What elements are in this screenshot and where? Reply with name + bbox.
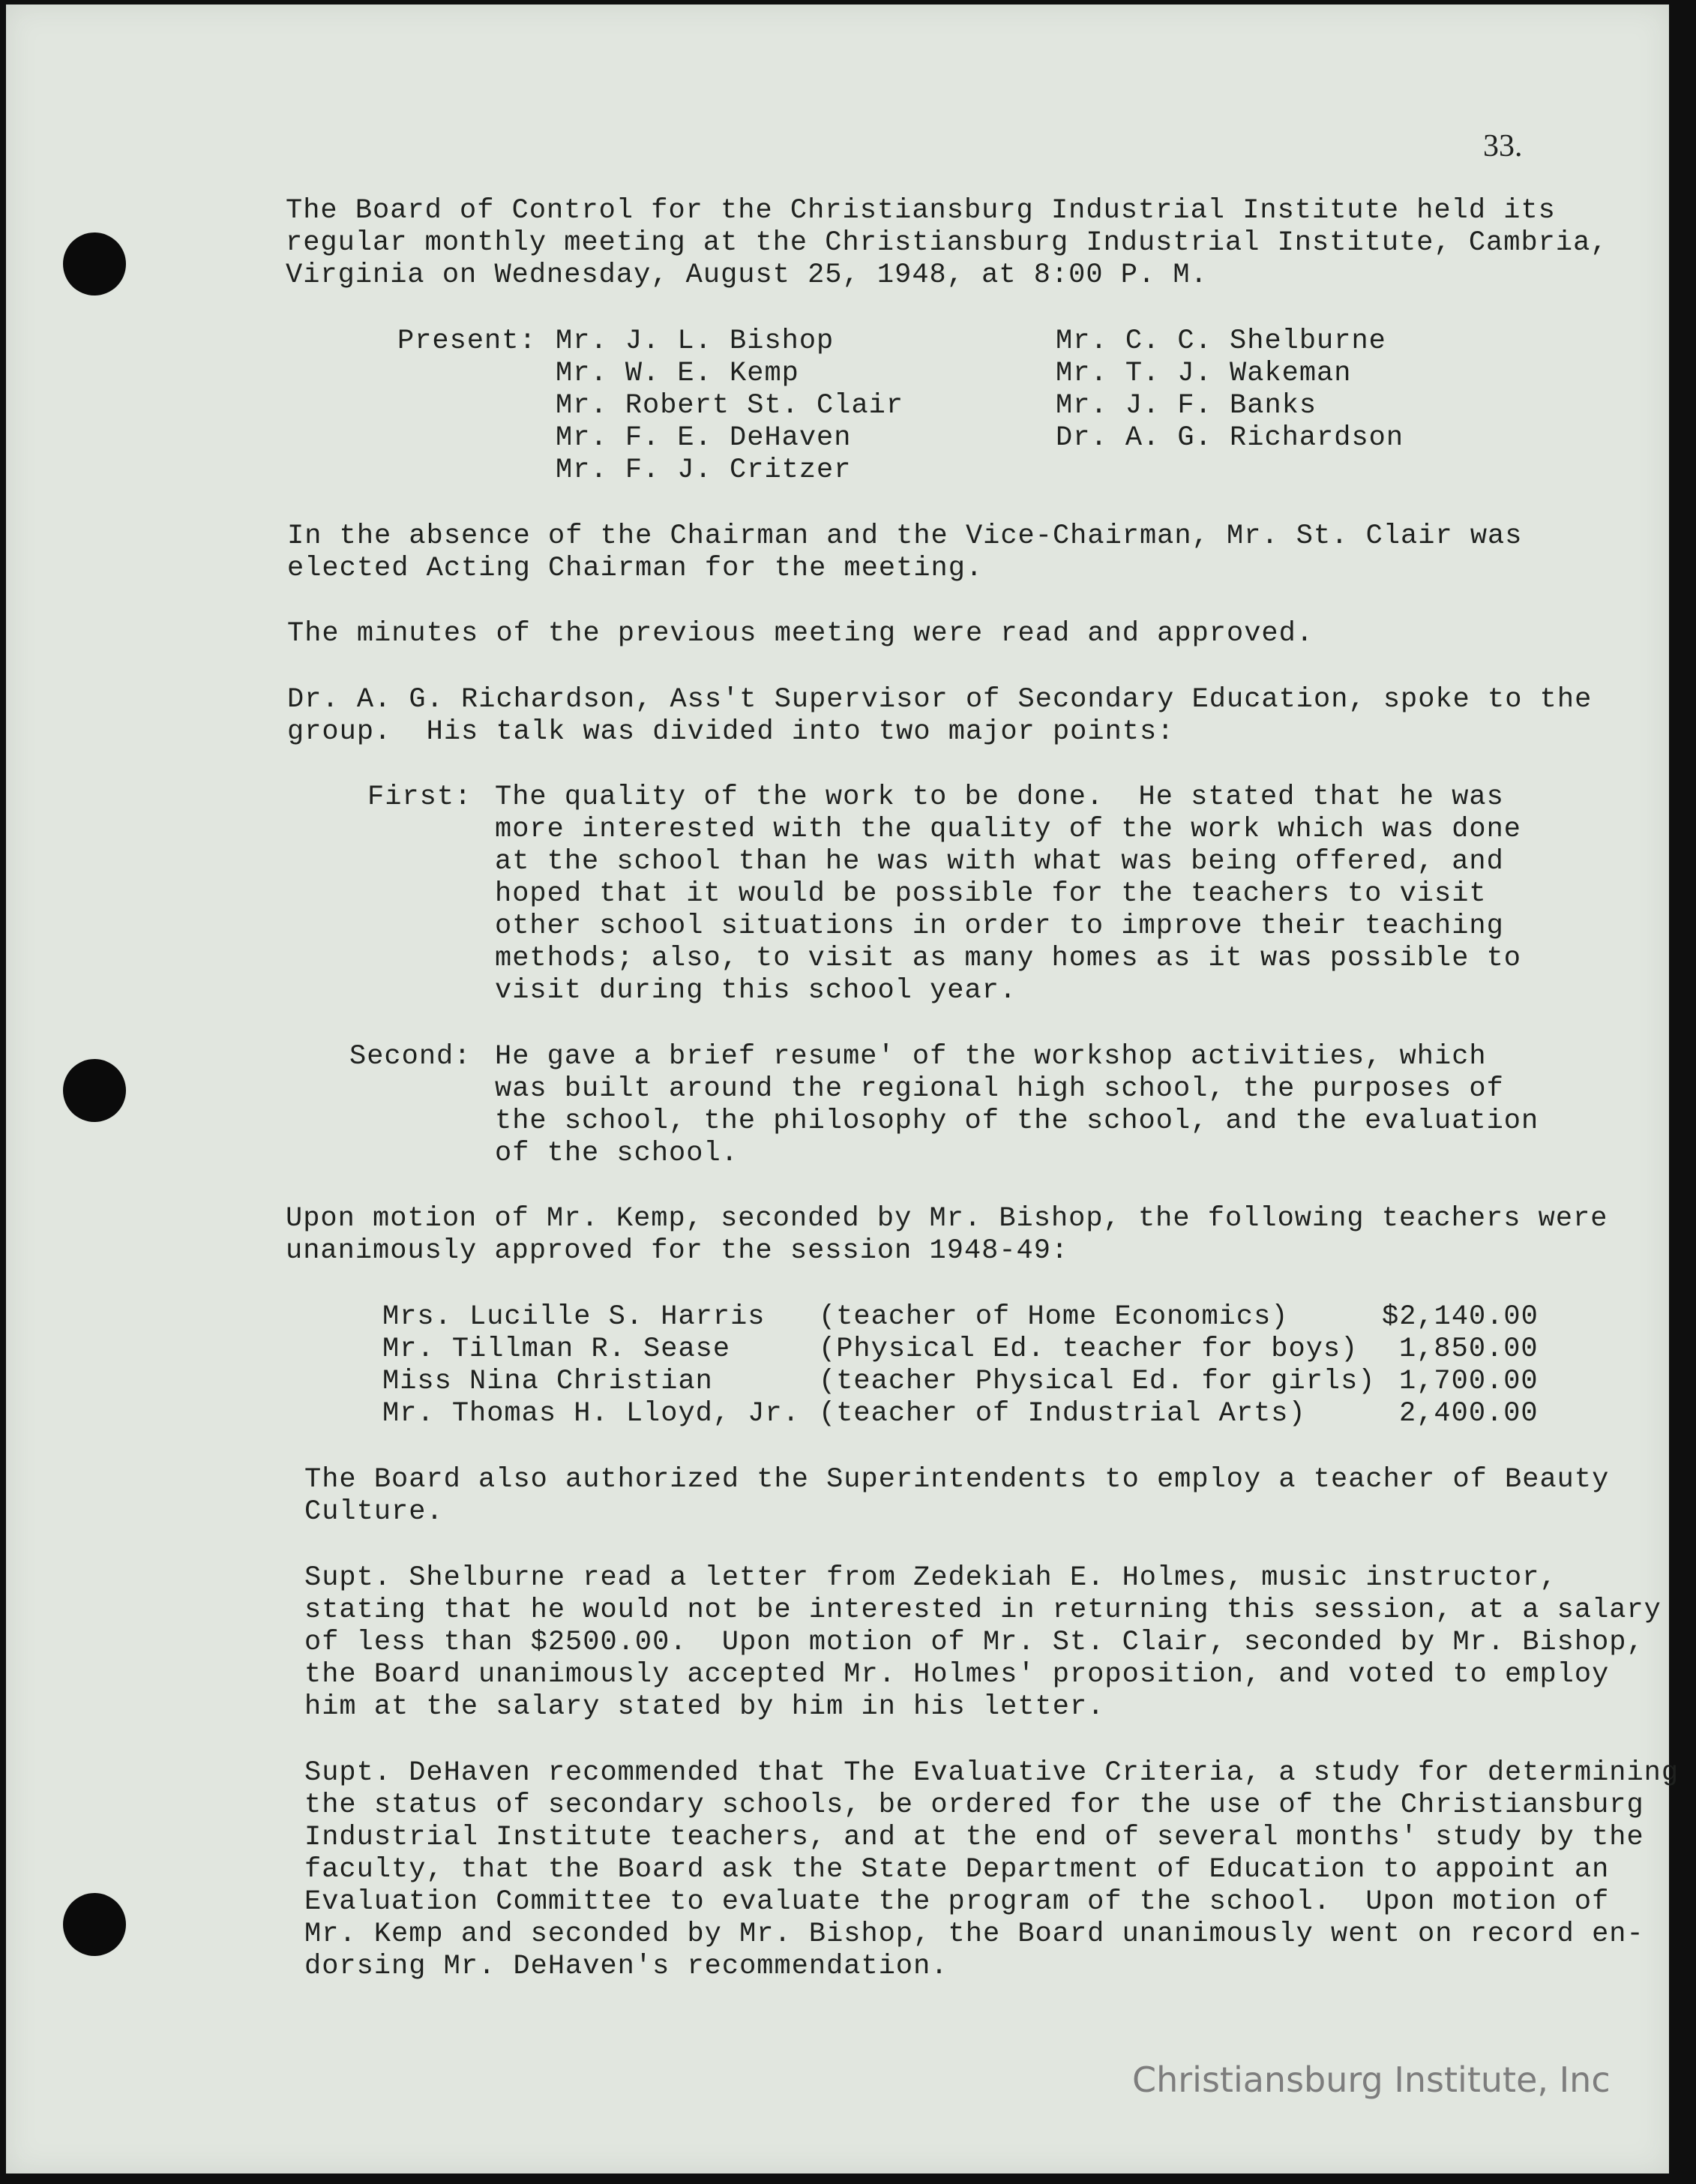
text-line: stating that he would not be interested in returning this session, at a salary bbox=[304, 1594, 1662, 1626]
text-line: Upon motion of Mr. Kemp, seconded by Mr. Bishop, the following teachers were bbox=[286, 1203, 1608, 1234]
teacher-name: Mr. Tillman R. Sease bbox=[382, 1334, 731, 1365]
text-line: faculty, that the Board ask the State Department of Education to appoint an bbox=[304, 1854, 1610, 1886]
minutes-paragraph: The minutes of the previous meeting were read and approved. bbox=[287, 618, 1314, 650]
text-line: He gave a brief resume' of the workshop activities, which bbox=[495, 1041, 1487, 1072]
text-line: the status of secondary schools, be ordered for the use of the Christiansburg bbox=[304, 1790, 1644, 1821]
punch-hole-middle bbox=[63, 1059, 126, 1122]
text-line: methods; also, to visit as many homes as it was possible to bbox=[495, 943, 1522, 974]
teacher-salary: $2,140.00 bbox=[1382, 1301, 1539, 1333]
teacher-name: Mrs. Lucille S. Harris bbox=[382, 1301, 766, 1333]
text-line: dorsing Mr. DeHaven's recommendation. bbox=[304, 1951, 948, 1982]
present-member: Mr. T. J. Wakeman bbox=[1056, 358, 1352, 389]
teacher-role: (teacher of Industrial Arts) bbox=[819, 1398, 1306, 1430]
present-member: Mr. C. C. Shelburne bbox=[1056, 326, 1386, 357]
text-line: Supt. DeHaven recommended that The Evaluative Criteria, a study for determining bbox=[304, 1757, 1680, 1789]
present-member: Mr. F. E. DeHaven bbox=[556, 422, 852, 454]
text-line: elected Acting Chairman for the meeting. bbox=[287, 553, 984, 584]
point-label: First: bbox=[367, 782, 472, 813]
text-line: Supt. Shelburne read a letter from Zedekiah E. Holmes, music instructor, bbox=[304, 1562, 1557, 1594]
text-line: the Board unanimously accepted Mr. Holmes' proposition, and voted to employ bbox=[304, 1659, 1610, 1690]
present-member: Mr. Robert St. Clair bbox=[556, 390, 904, 422]
punch-hole-bottom bbox=[63, 1893, 126, 1956]
text-line: Mr. Kemp and seconded by Mr. Bishop, the Board unanimously went on record en- bbox=[304, 1918, 1644, 1950]
text-line: Evaluation Committee to evaluate the program of the school. Upon motion of bbox=[304, 1886, 1610, 1918]
text-line: more interested with the quality of the work which was done bbox=[495, 814, 1522, 845]
present-label: Present: bbox=[397, 326, 537, 357]
text-line: visit during this school year. bbox=[495, 975, 1017, 1006]
text-line: hoped that it would be possible for the teachers to visit bbox=[495, 878, 1487, 910]
document-page bbox=[6, 4, 1680, 2174]
text-line: Culture. bbox=[304, 1496, 444, 1528]
teacher-salary: 2,400.00 bbox=[1399, 1398, 1539, 1430]
present-member: Mr. W. E. Kemp bbox=[556, 358, 799, 389]
teacher-salary: 1,850.00 bbox=[1399, 1334, 1539, 1365]
present-member: Mr. J. L. Bishop bbox=[556, 326, 835, 357]
text-line: regular monthly meeting at the Christiansburg Industrial Institute, Cambria, bbox=[286, 227, 1608, 259]
teacher-role: (Physical Ed. teacher for boys) bbox=[819, 1334, 1359, 1365]
page-number: 33. bbox=[1483, 129, 1523, 164]
text-line: the school, the philosophy of the school, and the evaluation bbox=[495, 1106, 1539, 1137]
text-line: was built around the regional high school, the purposes of bbox=[495, 1073, 1504, 1105]
text-line: Industrial Institute teachers, and at the end of several months' study by the bbox=[304, 1822, 1644, 1853]
punch-hole-top bbox=[63, 232, 126, 296]
teacher-name: Miss Nina Christian bbox=[382, 1366, 713, 1397]
text-line: Dr. A. G. Richardson, Ass't Supervisor of Secondary Education, spoke to the bbox=[287, 684, 1593, 716]
teacher-role: (teacher Physical Ed. for girls) bbox=[819, 1366, 1376, 1397]
text-line: at the school than he was with what was being offered, and bbox=[495, 846, 1504, 878]
text-line: The quality of the work to be done. He stated that he was bbox=[495, 782, 1504, 813]
watermark: Christiansburg Institute, Inc bbox=[1132, 2060, 1611, 2100]
text-line: The Board of Control for the Christiansburg Industrial Institute held its bbox=[286, 195, 1556, 226]
text-line: of less than $2500.00. Upon motion of Mr. St. Clair, seconded by Mr. Bishop, bbox=[304, 1627, 1644, 1658]
point-label: Second: bbox=[349, 1041, 472, 1072]
present-member: Mr. F. J. Critzer bbox=[556, 454, 852, 486]
text-line: group. His talk was divided into two major points: bbox=[287, 716, 1175, 748]
present-member: Mr. J. F. Banks bbox=[1056, 390, 1317, 422]
text-line: of the school. bbox=[495, 1138, 739, 1169]
teacher-salary: 1,700.00 bbox=[1399, 1366, 1539, 1397]
text-line: unanimously approved for the session 1948-49: bbox=[286, 1235, 1069, 1267]
text-line: him at the salary stated by him in his letter. bbox=[304, 1691, 1105, 1723]
text-line: In the absence of the Chairman and the Vice-Chairman, Mr. St. Clair was bbox=[287, 520, 1523, 552]
present-member: Dr. A. G. Richardson bbox=[1056, 422, 1404, 454]
text-line: other school situations in order to improve their teaching bbox=[495, 910, 1504, 942]
teacher-name: Mr. Thomas H. Lloyd, Jr. bbox=[382, 1398, 800, 1430]
text-line: The Board also authorized the Superintendents to employ a teacher of Beauty bbox=[304, 1464, 1610, 1496]
text-line: Virginia on Wednesday, August 25, 1948, at 8:00 P. M. bbox=[286, 260, 1208, 291]
teacher-role: (teacher of Home Economics) bbox=[819, 1301, 1289, 1333]
